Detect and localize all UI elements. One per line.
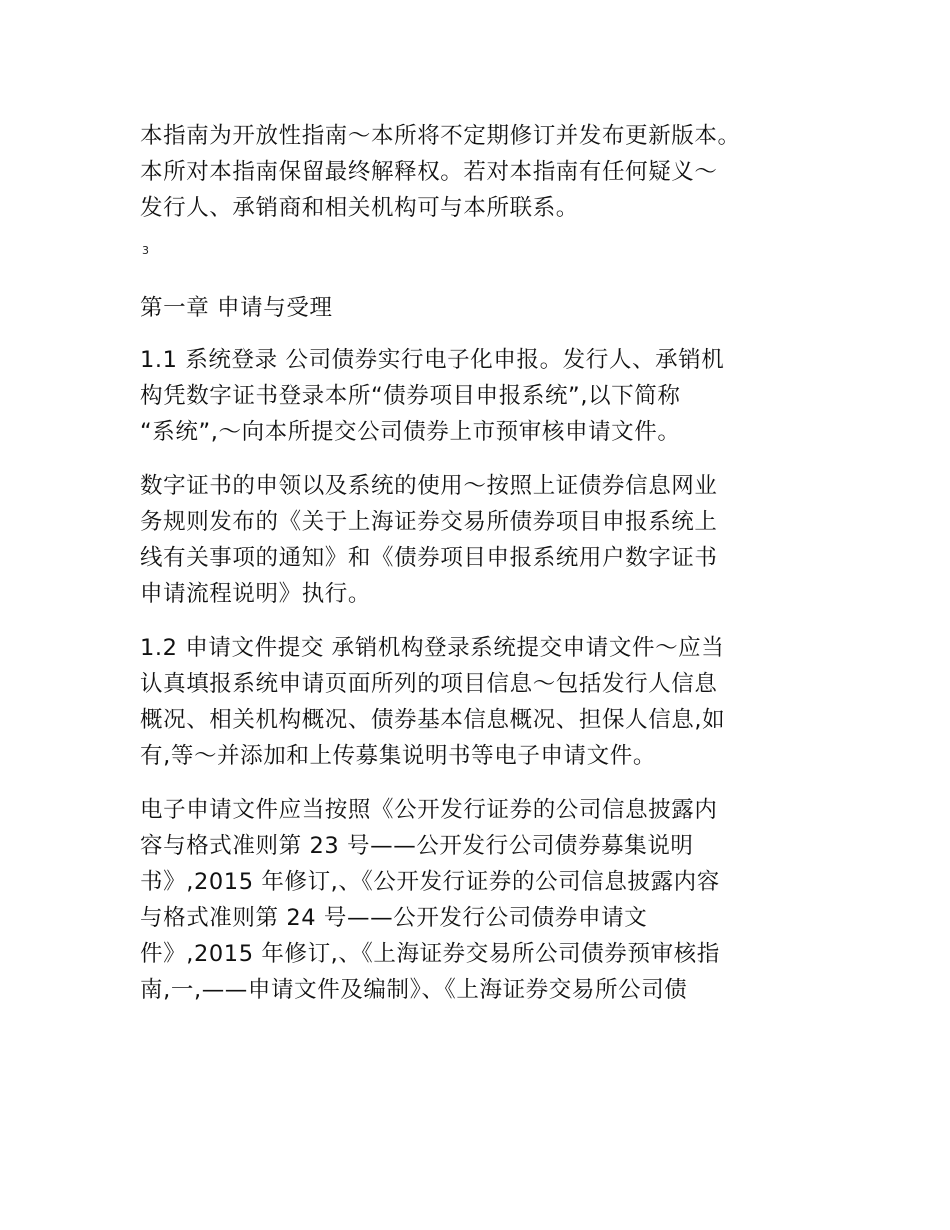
section-1-1-line: 1.1 系统登录 公司债券实行电子化申报。发行人、承销机 — [140, 347, 725, 373]
certificate-line: 务规则发布的《关于上海证券交易所债券项目申报系统上 — [140, 509, 718, 535]
certificate-line: 申请流程说明》执行。 — [140, 581, 372, 607]
section-1-1-line: “系统”,～向本所提交公司债券上市预审核申请文件。 — [140, 419, 681, 445]
electronic-docs-line: 与格式准则第 24 号——公开发行公司债券申请文 — [140, 905, 648, 931]
document-body — [140, 118, 810, 1026]
electronic-docs-line: 电子申请文件应当按照《公开发行证券的公司信息披露内 — [140, 797, 718, 823]
section-1-1-paragraph — [140, 342, 810, 450]
page-number: 3 — [142, 244, 149, 257]
section-1-2-paragraph — [140, 630, 810, 774]
certificate-paragraph — [140, 468, 810, 612]
section-1-2-line: 有,等～并添加和上传募集说明书等电子申请文件。 — [140, 743, 656, 769]
intro-paragraph — [140, 118, 810, 226]
section-1-1-line: 构凭数字证书登录本所“债券项目申报系统”,以下简称 — [140, 383, 681, 409]
electronic-docs-paragraph — [140, 792, 810, 1008]
intro-line: 本指南为开放性指南～本所将不定期修订并发布更新版本。 — [140, 123, 741, 149]
section-1-2-line: 认真填报系统申请页面所列的项目信息～包括发行人信息 — [140, 671, 718, 697]
certificate-line: 数字证书的申领以及系统的使用～按照上证债券信息网业 — [140, 473, 718, 499]
section-1-2-line: 1.2 申请文件提交 承销机构登录系统提交申请文件～应当 — [140, 635, 725, 661]
electronic-docs-line: 件》,2015 年修订,、《上海证券交易所公司债券预审核指 — [140, 941, 720, 967]
electronic-docs-line: 南,一,——申请文件及编制》、《上海证券交易所公司债 — [140, 977, 688, 1003]
section-1-2-line: 概况、相关机构概况、债券基本信息概况、担保人信息,如 — [140, 707, 726, 733]
electronic-docs-line: 容与格式准则第 23 号——公开发行公司债券募集说明 — [140, 833, 694, 859]
electronic-docs-line: 书》,2015 年修订,、《公开发行证券的公司信息披露内容 — [140, 869, 720, 895]
intro-line: 本所对本指南保留最终解释权。若对本指南有任何疑义～ — [140, 159, 718, 185]
chapter-title: 第一章 申请与受理 — [140, 295, 333, 321]
intro-line: 发行人、承销商和相关机构可与本所联系。 — [140, 195, 579, 221]
certificate-line: 线有关事项的通知》和《债券项目申报系统用户数字证书 — [140, 545, 718, 571]
